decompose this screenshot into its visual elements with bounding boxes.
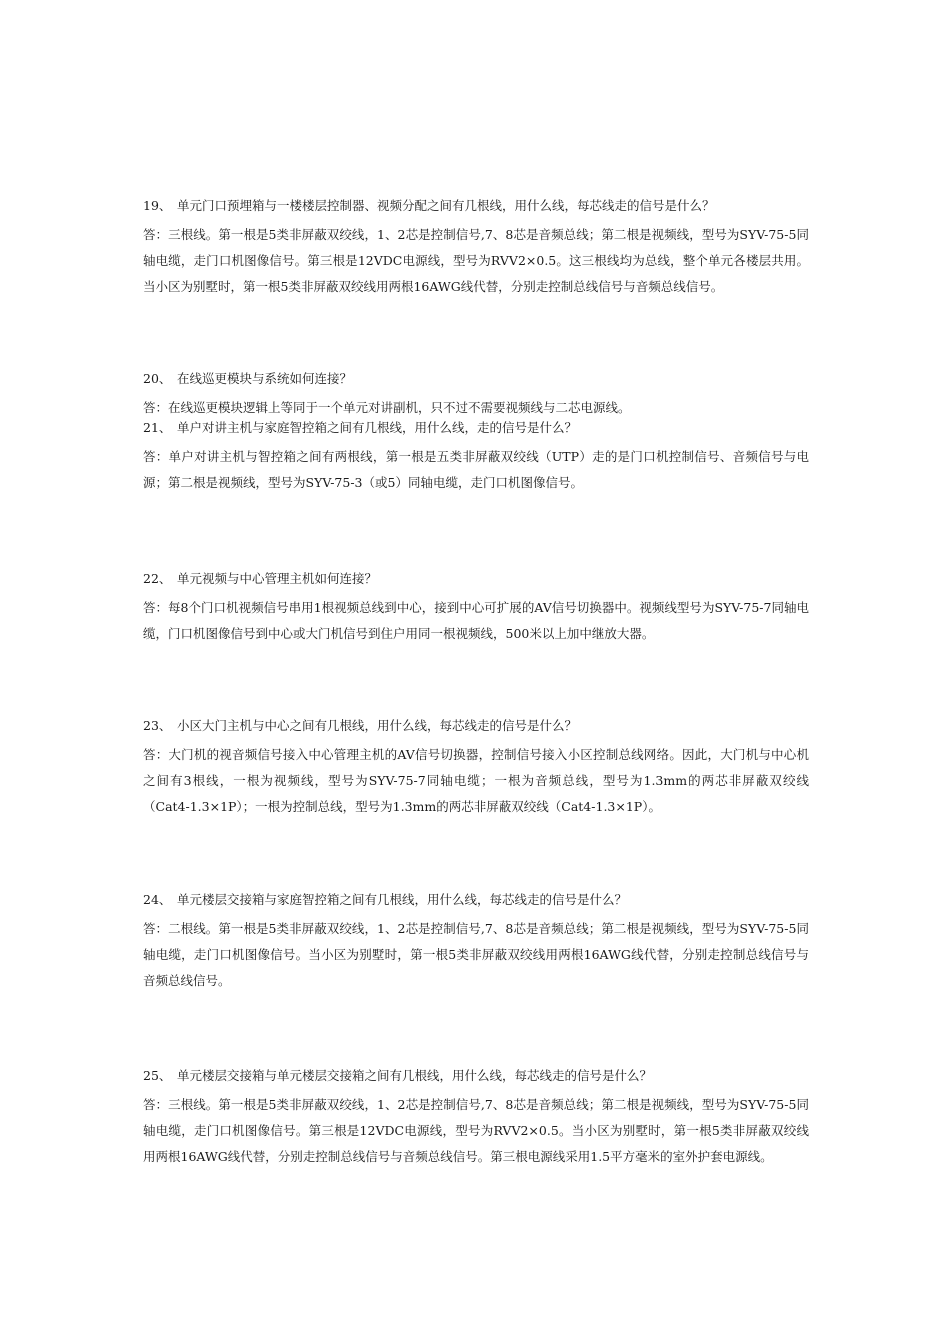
question-number: 21、: [143, 420, 172, 435]
answer-20: 答：在线巡更模块逻辑上等同于一个单元对讲副机，只不过不需要视频线与二芯电源线。: [143, 400, 631, 415]
question-number: 22、: [143, 571, 172, 586]
question-23: [143, 716, 809, 736]
qa-item-19: [143, 196, 809, 300]
question-number: 20、: [143, 371, 172, 386]
qa-item-23: [143, 716, 809, 820]
question-text: 在线巡更模块与系统如何连接？: [177, 371, 353, 386]
qa-item-21: [143, 418, 809, 496]
answer-21: 答：单户对讲主机与智控箱之间有两根线，第一根是五类非屏蔽双绞线（UTP）走的是门口机控制信号、音频信号与电源；第二根是视频线，型号为SYV-75-3（或5）同轴电缆，走门口机图像信号。: [143, 449, 809, 490]
question-text: 单元楼层交接箱与家庭智控箱之间有几根线，用什么线，每芯线走的信号是什么？: [177, 892, 628, 907]
qa-item-22: [143, 569, 809, 647]
question-text: 单户对讲主机与家庭智控箱之间有几根线，用什么线，走的信号是什么？: [177, 420, 578, 435]
qa-item-25: [143, 1066, 809, 1170]
question-20: [143, 369, 809, 389]
question-19: [143, 196, 809, 216]
answer-25: 答：三根线。第一根是5类非屏蔽双绞线，1、2芯是控制信号,7、8芯是音频总线；第二根是视频线，型号为SYV-75-5同轴电缆，走门口机图像信号。第三根是12VDC电源线，型号为RVV2×0.5。当小区为别墅时，第一根5类非屏蔽双绞线用两根16AWG线代替，分别走控制总线信号与音频总线信号。第三根电源线采用1.5平方毫米的室外护套电源线。: [143, 1097, 809, 1164]
question-24: [143, 890, 809, 910]
answer-23: 答：大门机的视音频信号接入中心管理主机的AV信号切换器，控制信号接入小区控制总线网络。因此，大门机与中心机之间有3根线，一根为视频线，型号为SYV-75-7同轴电缆；一根为音频总线，型号为1.3mm的两芯非屏蔽双绞线（Cat4-1.3×1P）；一根为控制总线，型号为1.3mm的两芯非屏蔽双绞线（Cat4-1.3×1P）。: [143, 747, 809, 814]
question-number: 24、: [143, 892, 172, 907]
question-text: 单元门口预埋箱与一楼楼层控制器、视频分配之间有几根线，用什么线，每芯线走的信号是什么？: [177, 198, 715, 213]
question-25: [143, 1066, 809, 1086]
question-text: 小区大门主机与中心之间有几根线，用什么线，每芯线走的信号是什么？: [177, 718, 578, 733]
question-number: 25、: [143, 1068, 172, 1083]
question-number: 19、: [143, 198, 172, 213]
question-text: 单元楼层交接箱与单元楼层交接箱之间有几根线，用什么线，每芯线走的信号是什么？: [177, 1068, 653, 1083]
qa-item-20: [143, 369, 809, 421]
question-22: [143, 569, 809, 589]
answer-24: 答：二根线。第一根是5类非屏蔽双绞线，1、2芯是控制信号,7、8芯是音频总线；第二根是视频线，型号为SYV-75-5同轴电缆，走门口机图像信号。当小区为别墅时，第一根5类非屏蔽双绞线用两根16AWG线代替，分别走控制总线信号与音频总线信号。: [143, 921, 809, 988]
answer-22: 答：每8个门口机视频信号串用1根视频总线到中心，接到中心可扩展的AV信号切换器中。视频线型号为SYV-75-7同轴电缆，门口机图像信号到中心或大门机信号到住户用同一根视频线，500米以上加中继放大器。: [143, 600, 809, 641]
question-number: 23、: [143, 718, 172, 733]
question-21: [143, 418, 809, 438]
qa-item-24: [143, 890, 809, 994]
question-text: 单元视频与中心管理主机如何连接？: [177, 571, 378, 586]
answer-19: 答：三根线。第一根是5类非屏蔽双绞线，1、2芯是控制信号,7、8芯是音频总线；第二根是视频线，型号为SYV-75-5同轴电缆，走门口机图像信号。第三根是12VDC电源线，型号为RVV2×0.5。这三根线均为总线，整个单元各楼层共用。当小区为别墅时，第一根5类非屏蔽双绞线用两根16AWG线代替，分别走控制总线信号与音频总线信号。: [143, 227, 809, 294]
